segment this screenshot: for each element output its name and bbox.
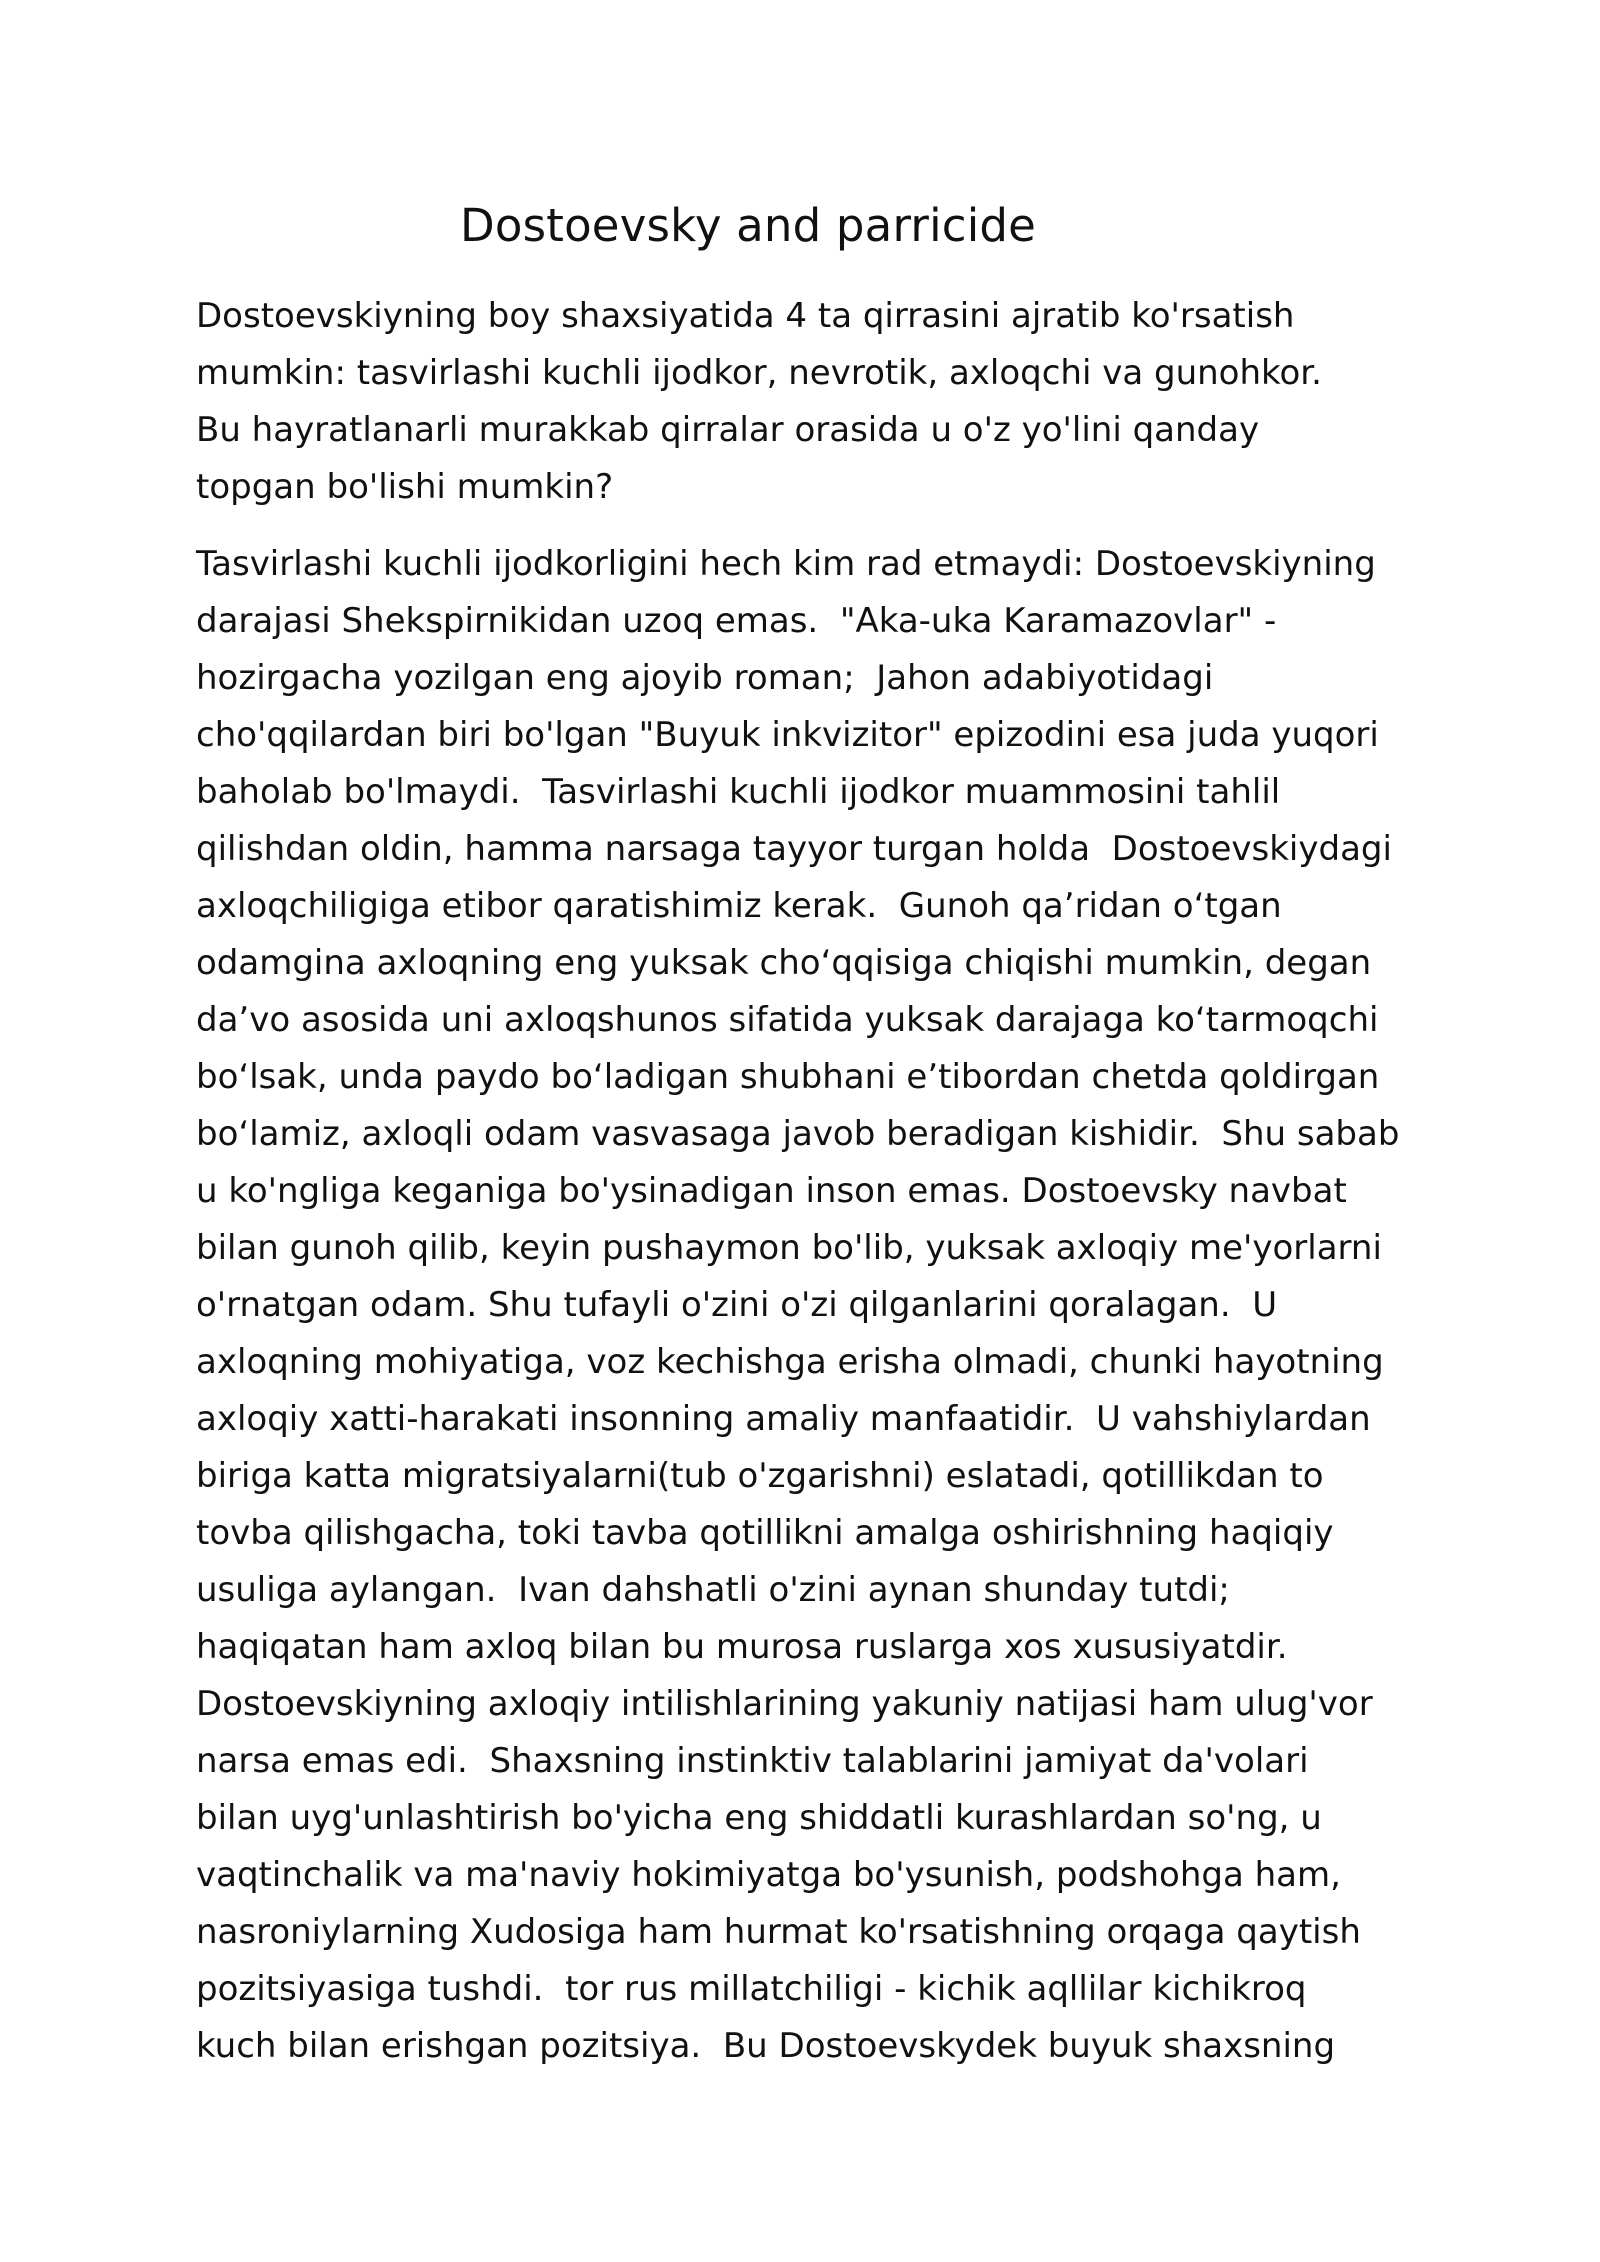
document-title: Dostoevsky and parricide — [460, 199, 1037, 252]
text-line: kuch bilan erishgan pozitsiya. Bu Dostoevskydek buyuk shaxsning — [196, 2026, 1336, 2066]
text-line: vaqtinchalik va ma'naviy hokimiyatga bo'ysunish, podshohga ham, — [196, 1855, 1341, 1895]
text-line: pozitsiyasiga tushdi. tor rus millatchiligi - kichik aqllilar kichikroq — [196, 1969, 1307, 2009]
text-line: qilishdan oldin, hamma narsaga tayyor turgan holda Dostoevskiydagi — [196, 829, 1392, 869]
text-line: bo‘lsak, unda paydo bo‘ladigan shubhani e’tibordan chetda qoldirgan — [196, 1057, 1380, 1097]
text-line: axloqiy xatti-harakati insonning amaliy manfaatidir. U vahshiylardan — [196, 1399, 1371, 1439]
text-line: axloqning mohiyatiga, voz kechishga erisha olmadi, chunki hayotning — [196, 1342, 1384, 1382]
text-line: biriga katta migratsiyalarni(tub o'zgarishni) eslatadi, qotillikdan to — [196, 1456, 1324, 1496]
text-line: Dostoevskiyning boy shaxsiyatida 4 ta qirrasini ajratib ko'rsatish — [196, 296, 1295, 336]
text-line: topgan bo'lishi mumkin? — [196, 467, 614, 507]
text-line: tovba qilishgacha, toki tavba qotillikni amalga oshirishning haqiqiy — [196, 1513, 1334, 1553]
text-line: usuliga aylangan. Ivan dahshatli o'zini aynan shunday tutdi; — [196, 1570, 1230, 1610]
text-line: narsa emas edi. Shaxsning instinktiv talablarini jamiyat da'volari — [196, 1741, 1309, 1781]
text-line: cho'qqilardan biri bo'lgan "Buyuk inkvizitor" epizodini esa juda yuqori — [196, 715, 1379, 755]
text-line: darajasi Shekspirnikidan uzoq emas. "Aka-uka Karamazovlar" - — [196, 601, 1277, 641]
paragraph-2 — [196, 536, 1456, 2075]
text-line: hozirgacha yozilgan eng ajoyib roman; Jahon adabiyotidagi — [196, 658, 1214, 698]
text-line: nasroniylarning Xudosiga ham hurmat ko'rsatishning orqaga qaytish — [196, 1912, 1361, 1952]
paragraph-1 — [196, 288, 1456, 516]
text-line: axloqchiligiga etibor qaratishimiz kerak. Gunoh qa’ridan o‘tgan — [196, 886, 1282, 926]
text-line: baholab bo'lmaydi. Tasvirlashi kuchli ijodkor muammosini tahlil — [196, 772, 1281, 812]
text-line: odamgina axloqning eng yuksak cho‘qqisiga chiqishi mumkin, degan — [196, 943, 1372, 983]
text-line: u ko'ngliga keganiga bo'ysinadigan inson emas. Dostoevsky navbat — [196, 1171, 1347, 1211]
text-line: Bu hayratlanarli murakkab qirralar orasida u o'z yo'lini qanday — [196, 410, 1260, 450]
text-line: da’vo asosida uni axloqshunos sifatida yuksak darajaga ko‘tarmoqchi — [196, 1000, 1379, 1040]
text-line: Tasvirlashi kuchli ijodkorligini hech kim rad etmaydi: Dostoevskiyning — [196, 544, 1376, 584]
text-line: bilan uyg'unlashtirish bo'yicha eng shiddatli kurashlardan so'ng, u — [196, 1798, 1322, 1838]
text-line: bo‘lamiz, axloqli odam vasvasaga javob beradigan kishidir. Shu sabab — [196, 1114, 1400, 1154]
text-line: Dostoevskiyning axloqiy intilishlarining yakuniy natijasi ham ulug'vor — [196, 1684, 1373, 1724]
text-line: o'rnatgan odam. Shu tufayli o'zini o'zi qilganlarini qoralagan. U — [196, 1285, 1278, 1325]
text-line: bilan gunoh qilib, keyin pushaymon bo'lib, yuksak axloqiy me'yorlarni — [196, 1228, 1382, 1268]
text-line: haqiqatan ham axloq bilan bu murosa ruslarga xos xususiyatdir. — [196, 1627, 1288, 1667]
text-line: mumkin: tasvirlashi kuchli ijodkor, nevrotik, axloqchi va gunohkor. — [196, 353, 1322, 393]
